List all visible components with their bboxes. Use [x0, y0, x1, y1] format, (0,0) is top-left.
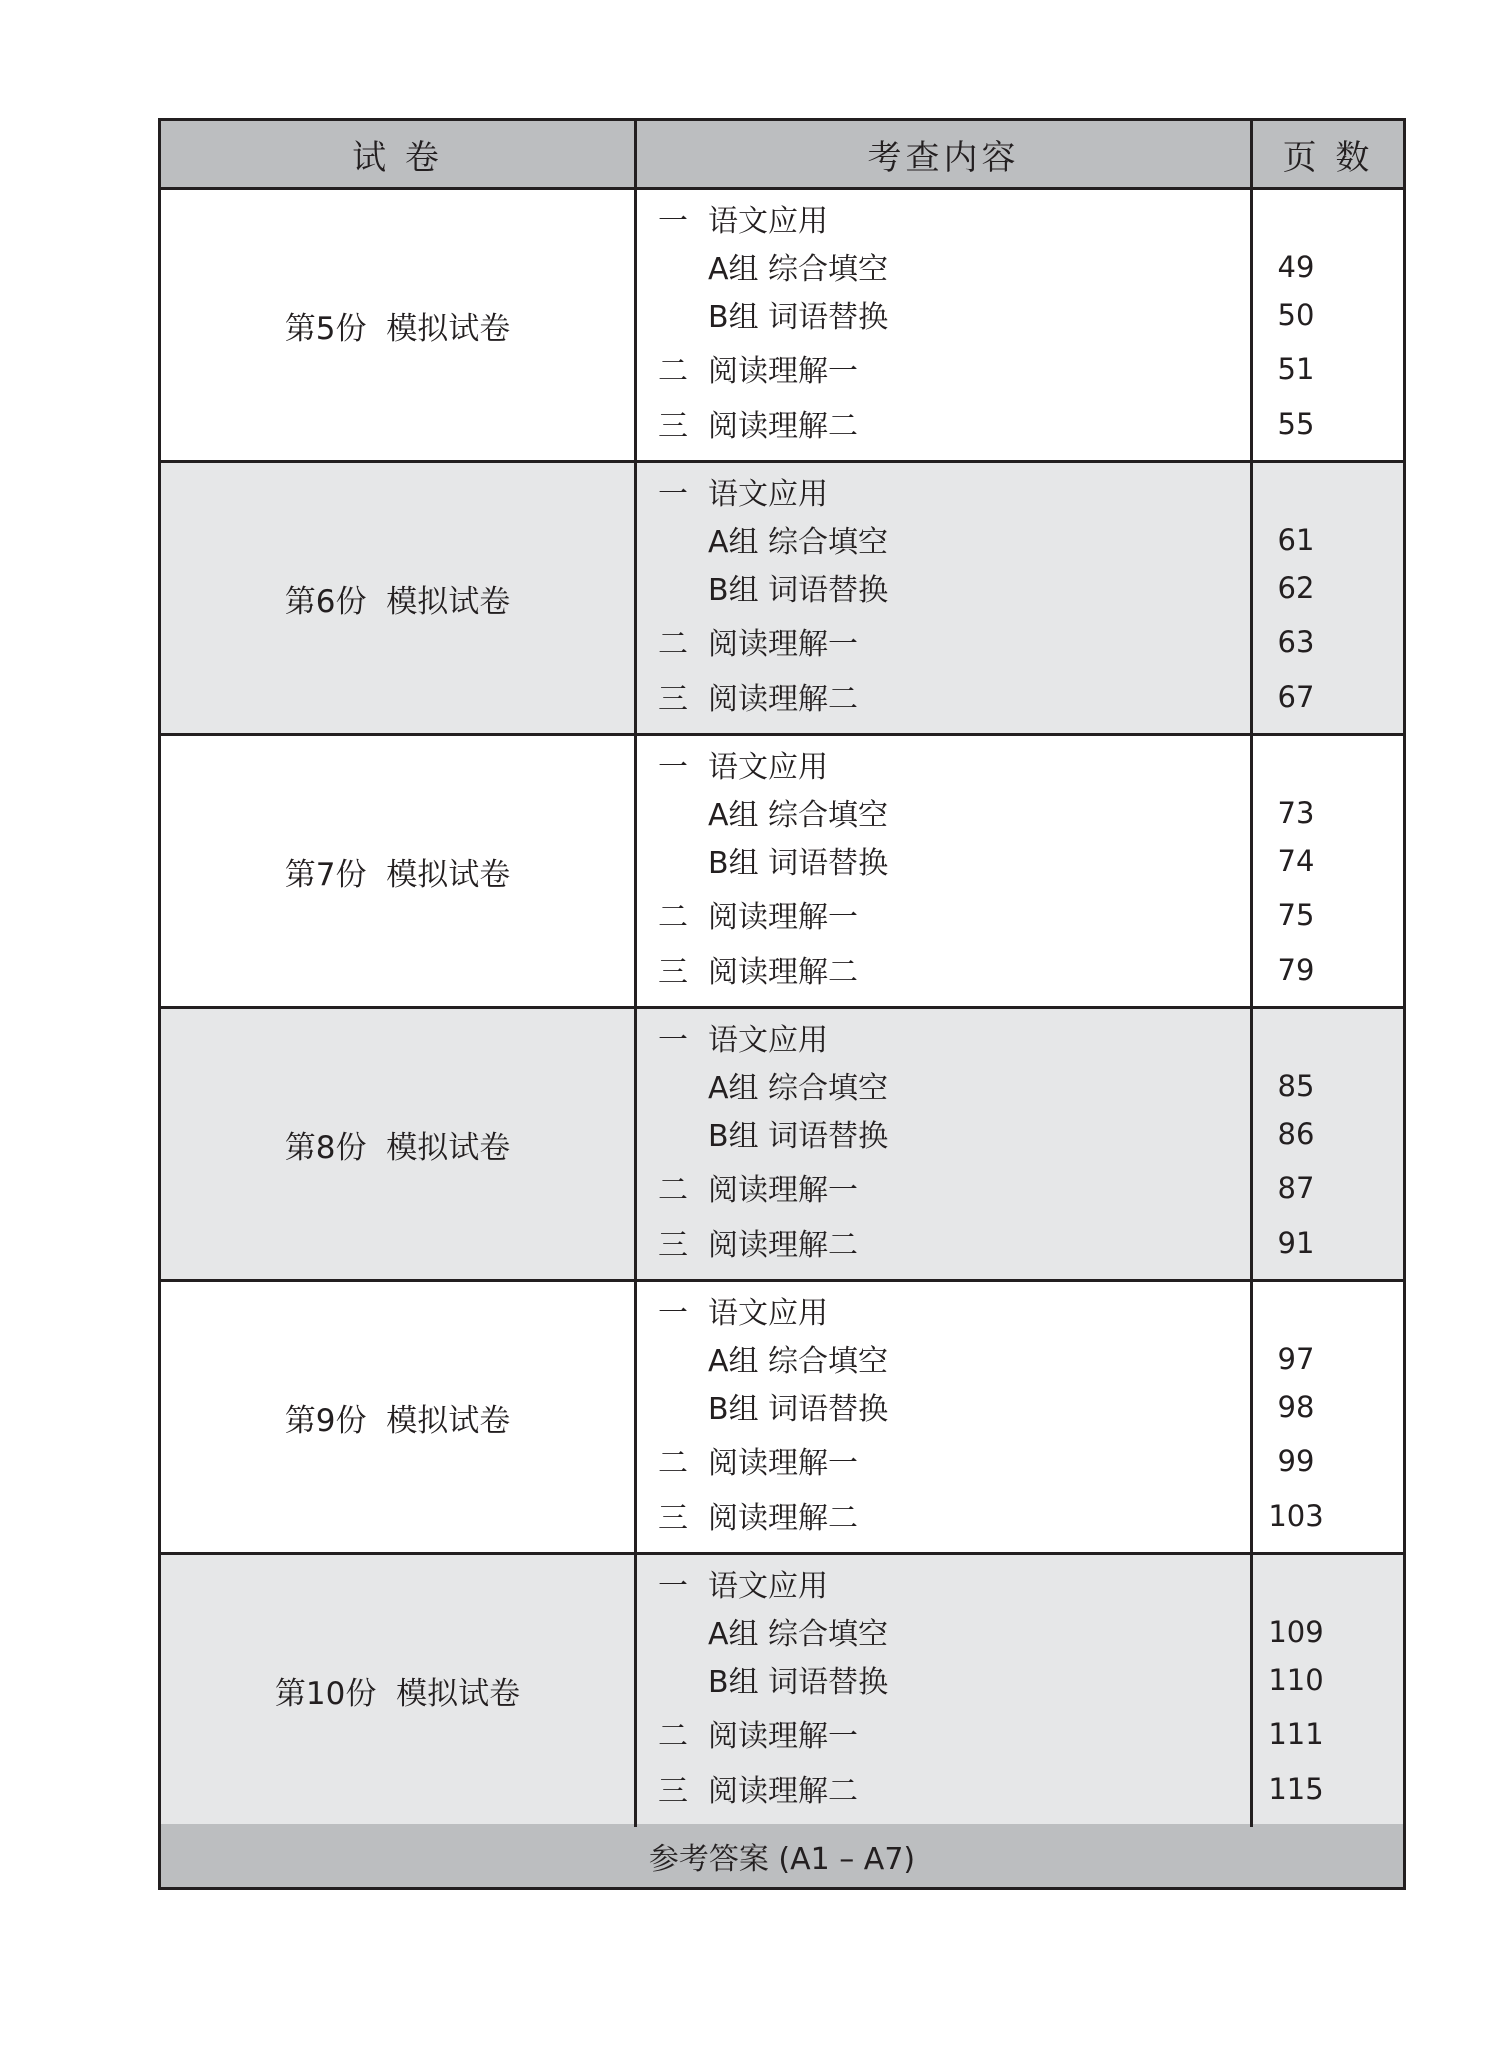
content-label: B组 词语替换 [708, 846, 889, 881]
page-number: 55 [1277, 407, 1315, 441]
content-label: 阅读理解二 [708, 682, 858, 717]
page-number: 98 [1277, 1390, 1315, 1424]
answer-key-row [161, 1824, 1403, 1887]
content-label: 阅读理解一 [708, 354, 858, 389]
content-label: 语文应用 [708, 1569, 828, 1604]
page-number: 110 [1268, 1663, 1324, 1697]
content-label: 阅读理解二 [708, 955, 858, 990]
toc-section [161, 190, 1403, 463]
section-marker: 一 [658, 1023, 688, 1058]
toc-section [161, 1009, 1403, 1282]
content-label: 阅读理解二 [708, 409, 858, 444]
content-label: 语文应用 [708, 204, 828, 239]
content-label: 阅读理解二 [708, 1501, 858, 1536]
content-label: A组 综合填空 [708, 1617, 889, 1652]
page-number: 99 [1277, 1444, 1315, 1478]
column-divider [634, 121, 637, 1827]
content-label: 阅读理解一 [708, 900, 858, 935]
page-number: 86 [1277, 1117, 1315, 1151]
paper-title: 第6份 模拟试卷 [284, 583, 511, 620]
page-number: 67 [1277, 680, 1315, 714]
content-label: 阅读理解二 [708, 1774, 858, 1809]
page-number: 85 [1277, 1069, 1315, 1103]
header-content: 考查内容 [867, 137, 1020, 178]
content-label: A组 综合填空 [708, 798, 889, 833]
page-number: 97 [1277, 1342, 1315, 1376]
content-label: A组 综合填空 [708, 525, 889, 560]
page-number: 87 [1277, 1171, 1315, 1205]
header-pages: 页 数 [1282, 137, 1374, 178]
toc-section [161, 736, 1403, 1009]
content-label: B组 词语替换 [708, 573, 889, 608]
section-marker: 三 [658, 409, 688, 444]
section-marker: 二 [658, 1446, 688, 1481]
content-label: 阅读理解一 [708, 1446, 858, 1481]
section-marker: 二 [658, 1173, 688, 1208]
content-label: A组 综合填空 [708, 1071, 889, 1106]
page-number: 103 [1268, 1499, 1324, 1533]
page-number: 61 [1277, 523, 1315, 557]
column-divider [1250, 121, 1253, 1827]
section-marker: 一 [658, 1569, 688, 1604]
content-label: A组 综合填空 [708, 252, 889, 287]
section-marker: 二 [658, 354, 688, 389]
section-marker: 三 [658, 1501, 688, 1536]
section-marker: 二 [658, 1719, 688, 1754]
page-number: 79 [1277, 953, 1315, 987]
section-marker: 三 [658, 1228, 688, 1263]
paper-title: 第5份 模拟试卷 [284, 310, 511, 347]
content-label: 语文应用 [708, 1296, 828, 1331]
page-number: 115 [1268, 1772, 1324, 1806]
toc-section [161, 1282, 1403, 1555]
content-label: B组 词语替换 [708, 1119, 889, 1154]
section-marker: 三 [658, 955, 688, 990]
page-number: 111 [1268, 1717, 1324, 1751]
page-number: 73 [1277, 796, 1315, 830]
section-marker: 二 [658, 627, 688, 662]
section-marker: 一 [658, 477, 688, 512]
answer-key-label: 参考答案 (A1 – A7) [648, 1841, 916, 1877]
content-label: 阅读理解一 [708, 1173, 858, 1208]
page-number: 49 [1277, 250, 1315, 284]
content-label: B组 词语替换 [708, 1665, 889, 1700]
header-paper: 试 卷 [352, 137, 443, 178]
content-label: A组 综合填空 [708, 1344, 889, 1379]
toc-section [161, 463, 1403, 736]
section-marker: 二 [658, 900, 688, 935]
section-marker: 一 [658, 204, 688, 239]
content-label: 语文应用 [708, 750, 828, 785]
section-marker: 三 [658, 682, 688, 717]
content-label: B组 词语替换 [708, 300, 889, 335]
page-number: 50 [1277, 298, 1315, 332]
paper-title: 第8份 模拟试卷 [284, 1129, 511, 1166]
page-number: 63 [1277, 625, 1315, 659]
page-number: 75 [1277, 898, 1315, 932]
content-label: 语文应用 [708, 477, 828, 512]
paper-title: 第9份 模拟试卷 [284, 1402, 511, 1439]
section-marker: 三 [658, 1774, 688, 1809]
content-label: 阅读理解一 [708, 1719, 858, 1754]
content-label: 语文应用 [708, 1023, 828, 1058]
toc-section [161, 1555, 1403, 1828]
section-marker: 一 [658, 1296, 688, 1331]
page-number: 91 [1277, 1226, 1315, 1260]
section-marker: 一 [658, 750, 688, 785]
page-number: 109 [1268, 1615, 1324, 1649]
paper-title: 第10份 模拟试卷 [274, 1675, 521, 1712]
page-number: 62 [1277, 571, 1315, 605]
content-label: 阅读理解一 [708, 627, 858, 662]
page-number: 74 [1277, 844, 1315, 878]
table-of-contents [158, 118, 1406, 1890]
paper-title: 第7份 模拟试卷 [284, 856, 511, 893]
page-number: 51 [1277, 352, 1315, 386]
table-header [161, 121, 1403, 190]
content-label: B组 词语替换 [708, 1392, 889, 1427]
content-label: 阅读理解二 [708, 1228, 858, 1263]
